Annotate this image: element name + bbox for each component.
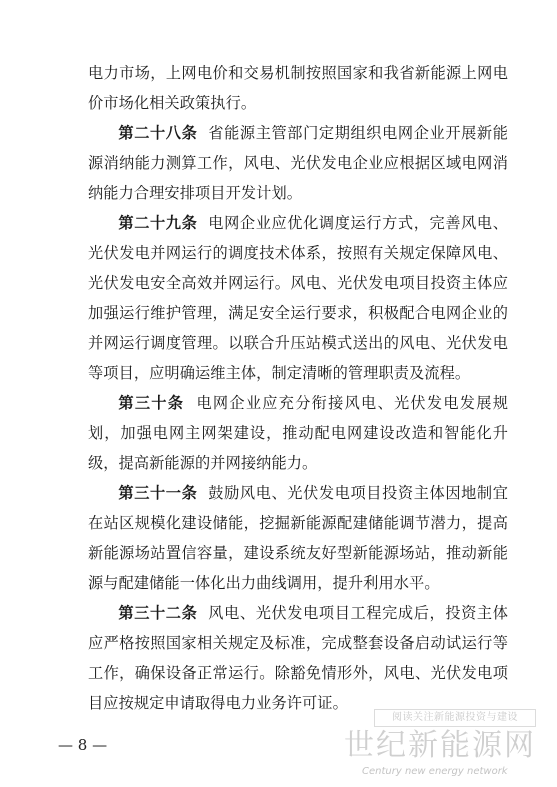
article-number: 第二十八条 (118, 124, 198, 142)
article-28 (88, 118, 508, 208)
paragraph-text: 电力市场，上网电价和交易机制按照国家和我省新能源上网电价市场化相关政策执行。 (88, 64, 508, 112)
article-number: 第二十九条 (118, 214, 198, 232)
watermark-banner: 阅读关注新能源投资与建设 (374, 709, 536, 727)
watermark-subtitle: Century new energy network (362, 766, 508, 777)
article-number: 第三十条 (118, 394, 185, 412)
article-31 (88, 478, 508, 598)
article-text: 风电、光伏发电项目工程完成后，投资主体应严格按照国家相关规定及标准，完成整套设备启动试运行等工作，确保设备正常运行。除豁免情形外，风电、光伏发电项目应按规定申请取得电力业务许可证。 (88, 604, 509, 712)
article-number: 第三十二条 (118, 604, 198, 622)
article-text: 鼓励风电、光伏发电项目投资主体因地制宜在站区规模化建设储能，挖掘新能源配建储能调节潜力，提高新能源场站置信容量，建设系统友好型新能源场站，推动新能源与配建储能一体化出力曲线调用，提升利用水平。 (88, 484, 509, 592)
watermark-logo-text: 世纪新能源网 (344, 728, 536, 763)
article-32 (88, 598, 508, 718)
document-body (88, 58, 508, 718)
article-text: 电网企业应充分衔接风电、光伏发电发展规划，加强电网主网架建设，推动配电网建设改造和智能化升级，提高新能源的并网接纳能力。 (88, 394, 508, 472)
article-30 (88, 388, 508, 478)
paragraph-continuation (88, 58, 508, 118)
article-text: 电网企业应优化调度运行方式，完善风电、光伏发电并网运行的调度技术体系，按照有关规定保障风电、光伏发电安全高效并网运行。风电、光伏发电项目投资主体应加强运行维护管理，满足安全运行要求，积极配合电网企业的并网运行调度管理。以联合升压站模式送出的风电、光伏发电等项目，应明确运维主体，制定清晰的管理职责及流程。 (88, 214, 509, 382)
page-number: — 8 — (58, 736, 108, 754)
article-text: 省能源主管部门定期组织电网企业开展新能源消纳能力测算工作，风电、光伏发电企业应根据区域电网消纳能力合理安排项目开发计划。 (88, 124, 509, 202)
article-29 (88, 208, 508, 388)
article-number: 第三十一条 (118, 484, 198, 502)
